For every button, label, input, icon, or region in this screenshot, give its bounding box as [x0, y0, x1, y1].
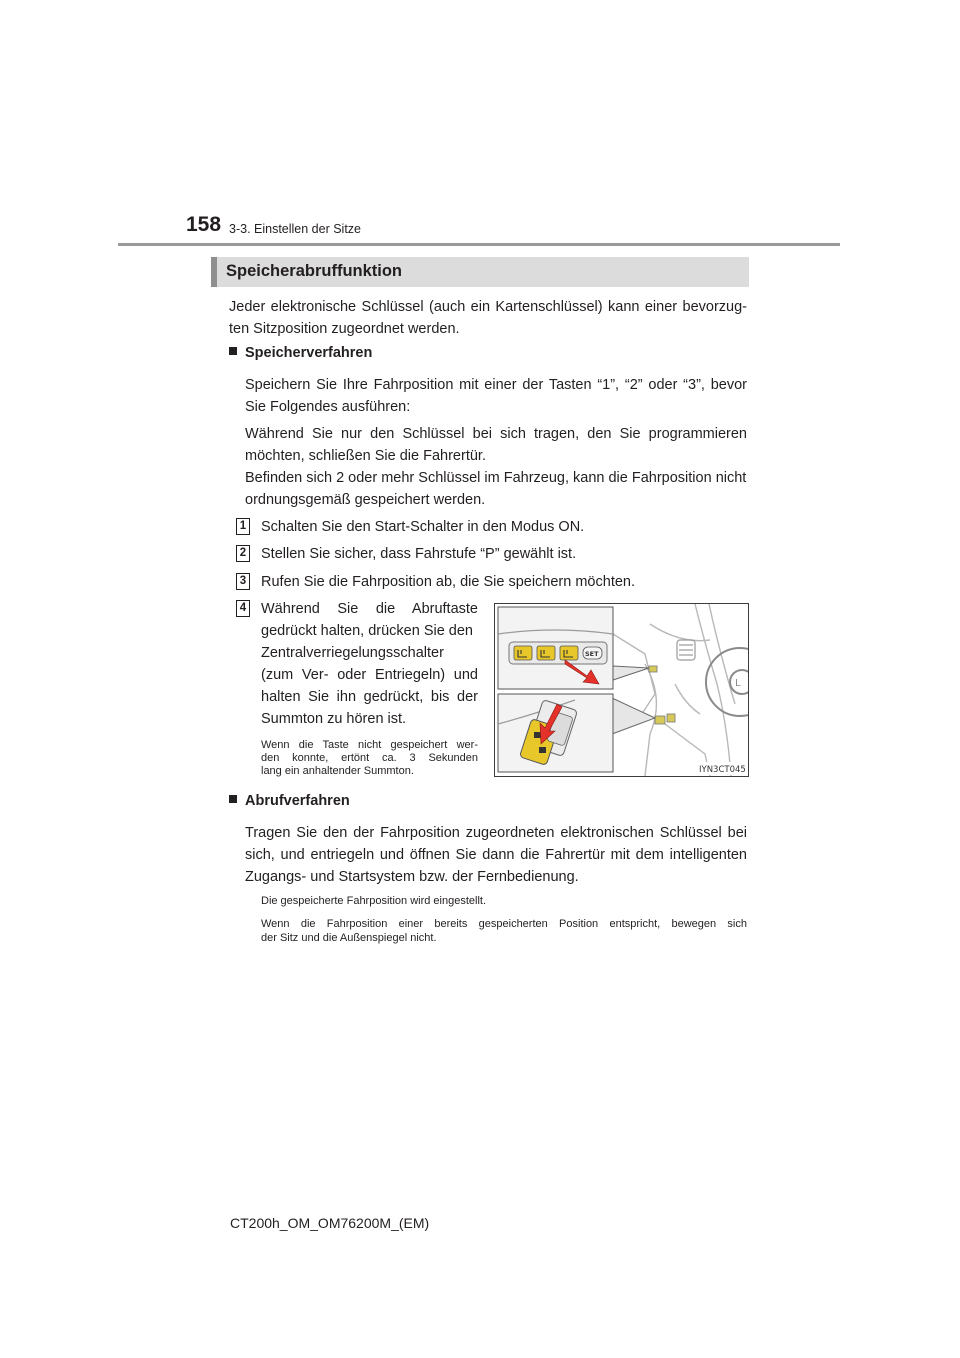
step-4-note-line2: den konnte, ertönt ca. 3 Sekunden [261, 752, 478, 764]
subheading-abrufverfahren [229, 793, 350, 809]
speicher-p2-line2: möchten, schließen Sie die Fahrertür. [245, 448, 486, 464]
square-bullet-icon [229, 347, 237, 355]
speicher-p3-line1: Befinden sich 2 oder mehr Schlüssel im Fahrzeug, kann die Fahrposition nicht [245, 470, 747, 486]
speicher-p2-line1: Während Sie nur den Schlüssel bei sich tragen, den Sie programmieren [245, 426, 747, 442]
step-number-4: 4 [236, 600, 250, 617]
speicher-p1-line2: Sie Folgendes ausführen: [245, 399, 411, 415]
inset-memory-buttons [498, 607, 613, 689]
footer-code: CT200h_OM_OM76200M_(EM) [230, 1215, 430, 1231]
speicher-p3-line2: ordnungsgemäß gespeichert werden. [245, 492, 486, 508]
step-4-line6: Summton zu hören ist. [261, 711, 407, 727]
subheading-label: Abrufverfahren [245, 793, 350, 809]
svg-text:L: L [735, 678, 741, 689]
step-number-1: 1 [236, 518, 250, 535]
square-bullet-icon [229, 795, 237, 803]
abruf-note1: Die gespeicherte Fahrposition wird eingestellt. [261, 895, 487, 907]
speicher-p1-line1: Speichern Sie Ihre Fahrposition mit einer der Tasten “1”, “2” oder “3”, bevor [245, 377, 747, 393]
header-divider [118, 243, 840, 246]
step-4-line2: gedrückt halten, drücken Sie den [261, 623, 473, 639]
intro-line-2: ten Sitzposition zugeordnet werden. [229, 321, 460, 337]
abruf-line2: sich, und entriegeln und öffnen Sie dann die Fahrertür mit dem intelligenten [245, 847, 747, 863]
page-number: 158 [186, 213, 222, 236]
subheading-label: Speicherverfahren [245, 345, 373, 361]
step-4-note-line1: Wenn die Taste nicht gespeichert wer- [261, 739, 478, 751]
step-number-2: 2 [236, 545, 250, 562]
inset-lock-switch [498, 694, 613, 772]
step-4-line3: Zentralverriegelungsschalter [261, 645, 444, 661]
step-4-line4: (zum Ver- oder Entriegeln) und [261, 667, 478, 683]
step-2-text: Stellen Sie sicher, dass Fahrstufe “P” gewählt ist. [261, 546, 577, 562]
illustration-svg [495, 604, 748, 776]
abruf-line3: Zugangs- und Startsystem bzw. der Fernbedienung. [245, 869, 579, 885]
step-3-text: Rufen Sie die Fahrposition ab, die Sie speichern möchten. [261, 574, 635, 590]
step-4-line1: Während Sie die Abruftaste [261, 601, 478, 617]
chapter-title: 3-3. Einstellen der Sitze [229, 222, 362, 236]
step-number-3: 3 [236, 573, 250, 590]
figure-code: IYN3CT045 [699, 765, 746, 775]
abruf-line1: Tragen Sie den der Fahrposition zugeordneten elektronischen Schlüssel bei [245, 825, 747, 841]
set-button-label: SET [585, 650, 599, 658]
step-4-note-line3: lang ein anhaltender Summton. [261, 765, 414, 777]
subheading-speicherverfahren [229, 345, 372, 361]
abruf-note2-line1: Wenn die Fahrposition einer bereits gespeicherten Position entspricht, bewegen sich [261, 918, 747, 930]
memory-button-illustration [494, 603, 749, 777]
step-1-text: Schalten Sie den Start-Schalter in den Modus ON. [261, 519, 585, 535]
section-title: Speicherabruffunktion [226, 262, 403, 280]
intro-line-1: Jeder elektronische Schlüssel (auch ein Kartenschlüssel) kann einer bevorzug- [229, 299, 747, 315]
section-heading-bar [211, 257, 749, 287]
step-4-line5: halten Sie ihn gedrückt, bis der [261, 689, 478, 705]
abruf-note2-line2: der Sitz und die Außenspiegel nicht. [261, 932, 437, 944]
